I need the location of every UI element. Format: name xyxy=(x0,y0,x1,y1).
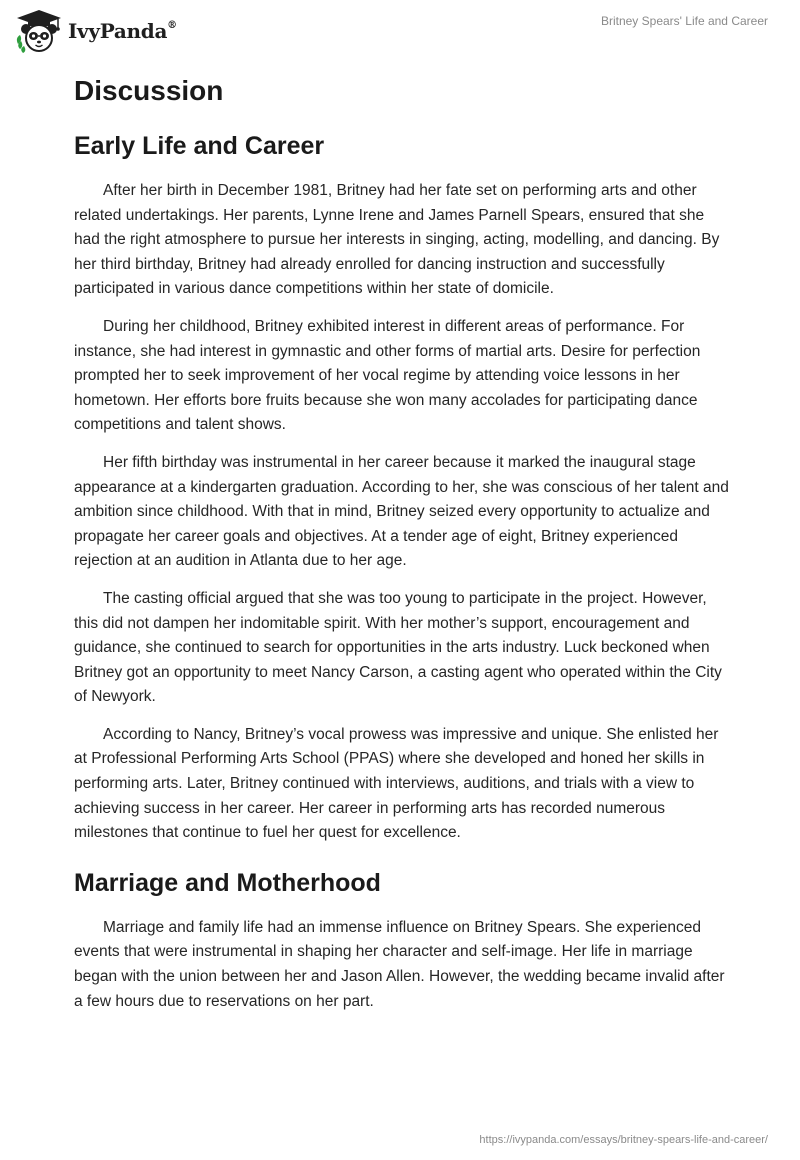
paragraph: Marriage and family life had an immense influence on Britney Spears. She experienced events that were instrumental in shaping her character and self-image. Her life in marriage began with the union between her and Jason Allen. However, the wedding became invalid after a few hours due to reservations on her part. xyxy=(74,918,725,1010)
paragraph: After her birth in December 1981, Britney had her fate set on performing arts and other related undertakings. Her parents, Lynne Irene and James Parnell Spears, ensured that she had the right atmosphere to pursue her interests in singing, acting, modelling, and dancing. By her third birthday, Britney had already enrolled for dancing instruction and successfully participated in various dance competitions within her state of domicile. xyxy=(74,182,720,298)
page-header xyxy=(0,0,800,60)
ivypanda-logo[interactable] xyxy=(14,8,177,54)
source-url-link[interactable]: https://ivypanda.com/essays/britney-spears-life-and-career/ xyxy=(479,1134,768,1146)
document-title: Britney Spears' Life and Career xyxy=(600,14,768,28)
section-heading-discussion: Discussion xyxy=(74,75,224,106)
paragraph: According to Nancy, Britney’s vocal prowess was impressive and unique. She enlisted her at Professional Performing Arts School (PPAS) where she developed and honed her skills in performing arts. Later, Britney continued with interviews, auditions, and trials with a view to achieving success in her career. Her career in performing arts has recorded numerous milestones that continue to fuel her quest for excellence. xyxy=(74,725,719,842)
paragraph: Her fifth birthday was instrumental in her career because it marked the inaugural stage appearance at a kindergarten graduation. According to her, she was conscious of her talent and ambition since childhood. With that in mind, Britney seized every opportunity to actualize and propagate her career goals and objectives. At a tender age of eight, Britney experienced rejection at an audition in Atlanta due to her age. xyxy=(74,453,729,570)
paragraph: During her childhood, Britney exhibited interest in different areas of performance. For instance, she had interest in gymnastic and other forms of martial arts. Desire for perfection prompted her to seek improvement of her vocal regime by attending voice lessons in her hometown. Her efforts bore fruits because she won many accolades for participating dance competitions and talent shows. xyxy=(74,317,701,434)
paragraph: The casting official argued that she was too young to participate in the project. However, this did not dampen her indomitable spirit. With her mother’s support, encouragement and guidance, she continued to search for opportunities in the arts industry. Luck beckoned when Britney got an opportunity to meet Nancy Carson, a casting agent who operated within the City of Newyork. xyxy=(74,589,722,706)
subheading-early-life: Early Life and Career xyxy=(74,132,325,160)
subheading-marriage: Marriage and Motherhood xyxy=(74,868,381,897)
essay-content xyxy=(74,72,734,1014)
brand-name: IvyPanda® xyxy=(68,19,177,43)
panda-graduate-icon xyxy=(14,8,64,54)
